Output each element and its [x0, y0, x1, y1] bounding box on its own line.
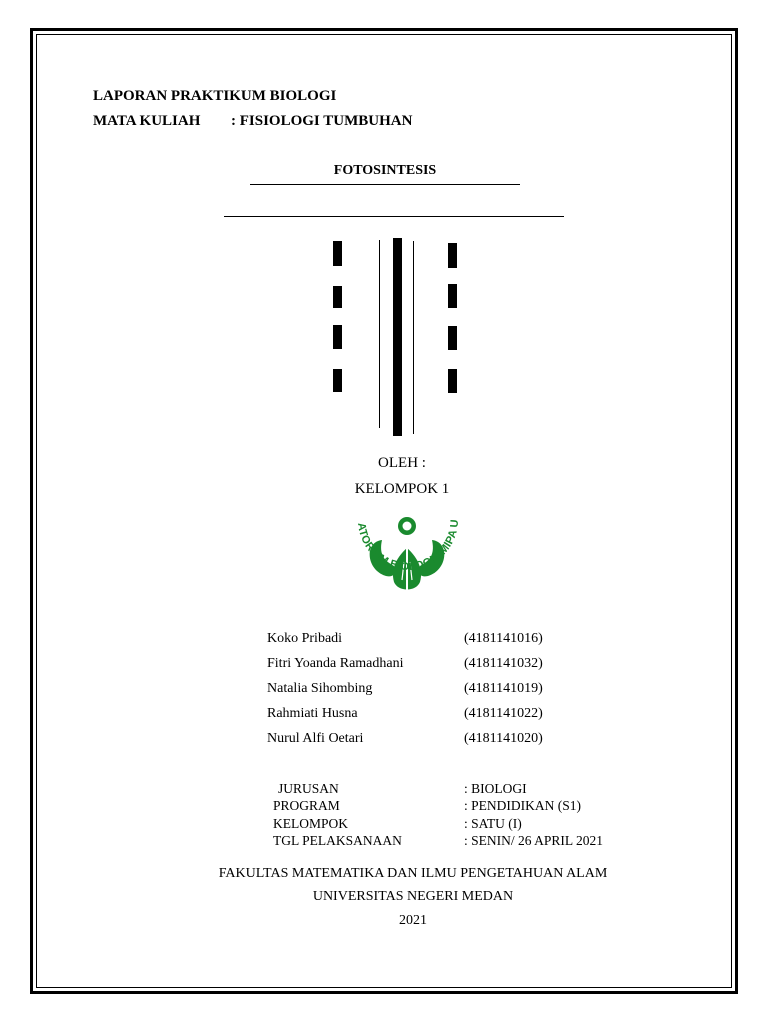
detail-label: PROGRAM: [273, 798, 340, 813]
detail-label: KELOMPOK: [273, 816, 349, 831]
report-title: LAPORAN PRAKTIKUM BIOLOGI: [93, 88, 337, 104]
topic-underline: [250, 184, 520, 185]
faculty-name: FAKULTAS MATEMATIKA DAN ILMU PENGETAHUAN ALAM: [218, 866, 608, 881]
detail-value: : PENDIDIKAN (S1): [464, 798, 581, 813]
detail-value: : SATU (I): [464, 816, 522, 831]
lab-logo: [342, 506, 472, 618]
left-dash-1: [333, 241, 342, 266]
center-bar: [393, 238, 402, 436]
left-dash-2: [333, 286, 342, 308]
member-name: Natalia Sihombing: [267, 681, 373, 696]
course-label: MATA KULIAH: [93, 113, 201, 129]
member-name: Rahmiati Husna: [267, 706, 358, 721]
member-name: Nurul Alfi Oetari: [267, 731, 364, 746]
course-value: : FISIOLOGI TUMBUHAN: [231, 113, 413, 129]
detail-value: : BIOLOGI: [464, 781, 527, 796]
member-name: Fitri Yoanda Ramadhani: [267, 656, 404, 671]
member-nim: (4181141019): [464, 681, 543, 696]
member-nim: (4181141016): [464, 631, 543, 646]
right-dash-4: [448, 369, 457, 393]
detail-label: TGL PELAKSANAAN: [273, 833, 402, 848]
left-dash-3: [333, 325, 342, 349]
left-dash-4: [333, 369, 342, 392]
author-label: OLEH :: [378, 455, 426, 471]
group-label: KELOMPOK 1: [354, 481, 450, 497]
member-name: Koko Pribadi: [267, 631, 343, 646]
detail-label: JURUSAN: [278, 781, 339, 796]
university-name: UNIVERSITAS NEGERI MEDAN: [312, 889, 514, 904]
year: 2021: [399, 913, 427, 928]
right-dash-2: [448, 284, 457, 308]
thin-line-left: [379, 240, 380, 428]
detail-value: : SENIN/ 26 APRIL 2021: [464, 833, 604, 848]
member-nim: (4181141020): [464, 731, 543, 746]
right-dash-3: [448, 326, 457, 350]
right-dash-1: [448, 243, 457, 268]
svg-text:LABORATORIUM BIOLOGI FMIPA UNI: [342, 506, 461, 573]
separator-line: [224, 216, 564, 217]
topic-title: FOTOSINTESIS: [333, 163, 437, 178]
member-nim: (4181141022): [464, 706, 543, 721]
member-nim: (4181141032): [464, 656, 543, 671]
thin-line-right: [413, 241, 414, 434]
logo-text: ATORIUM BIOLOGI FMIPA U: [354, 518, 462, 574]
